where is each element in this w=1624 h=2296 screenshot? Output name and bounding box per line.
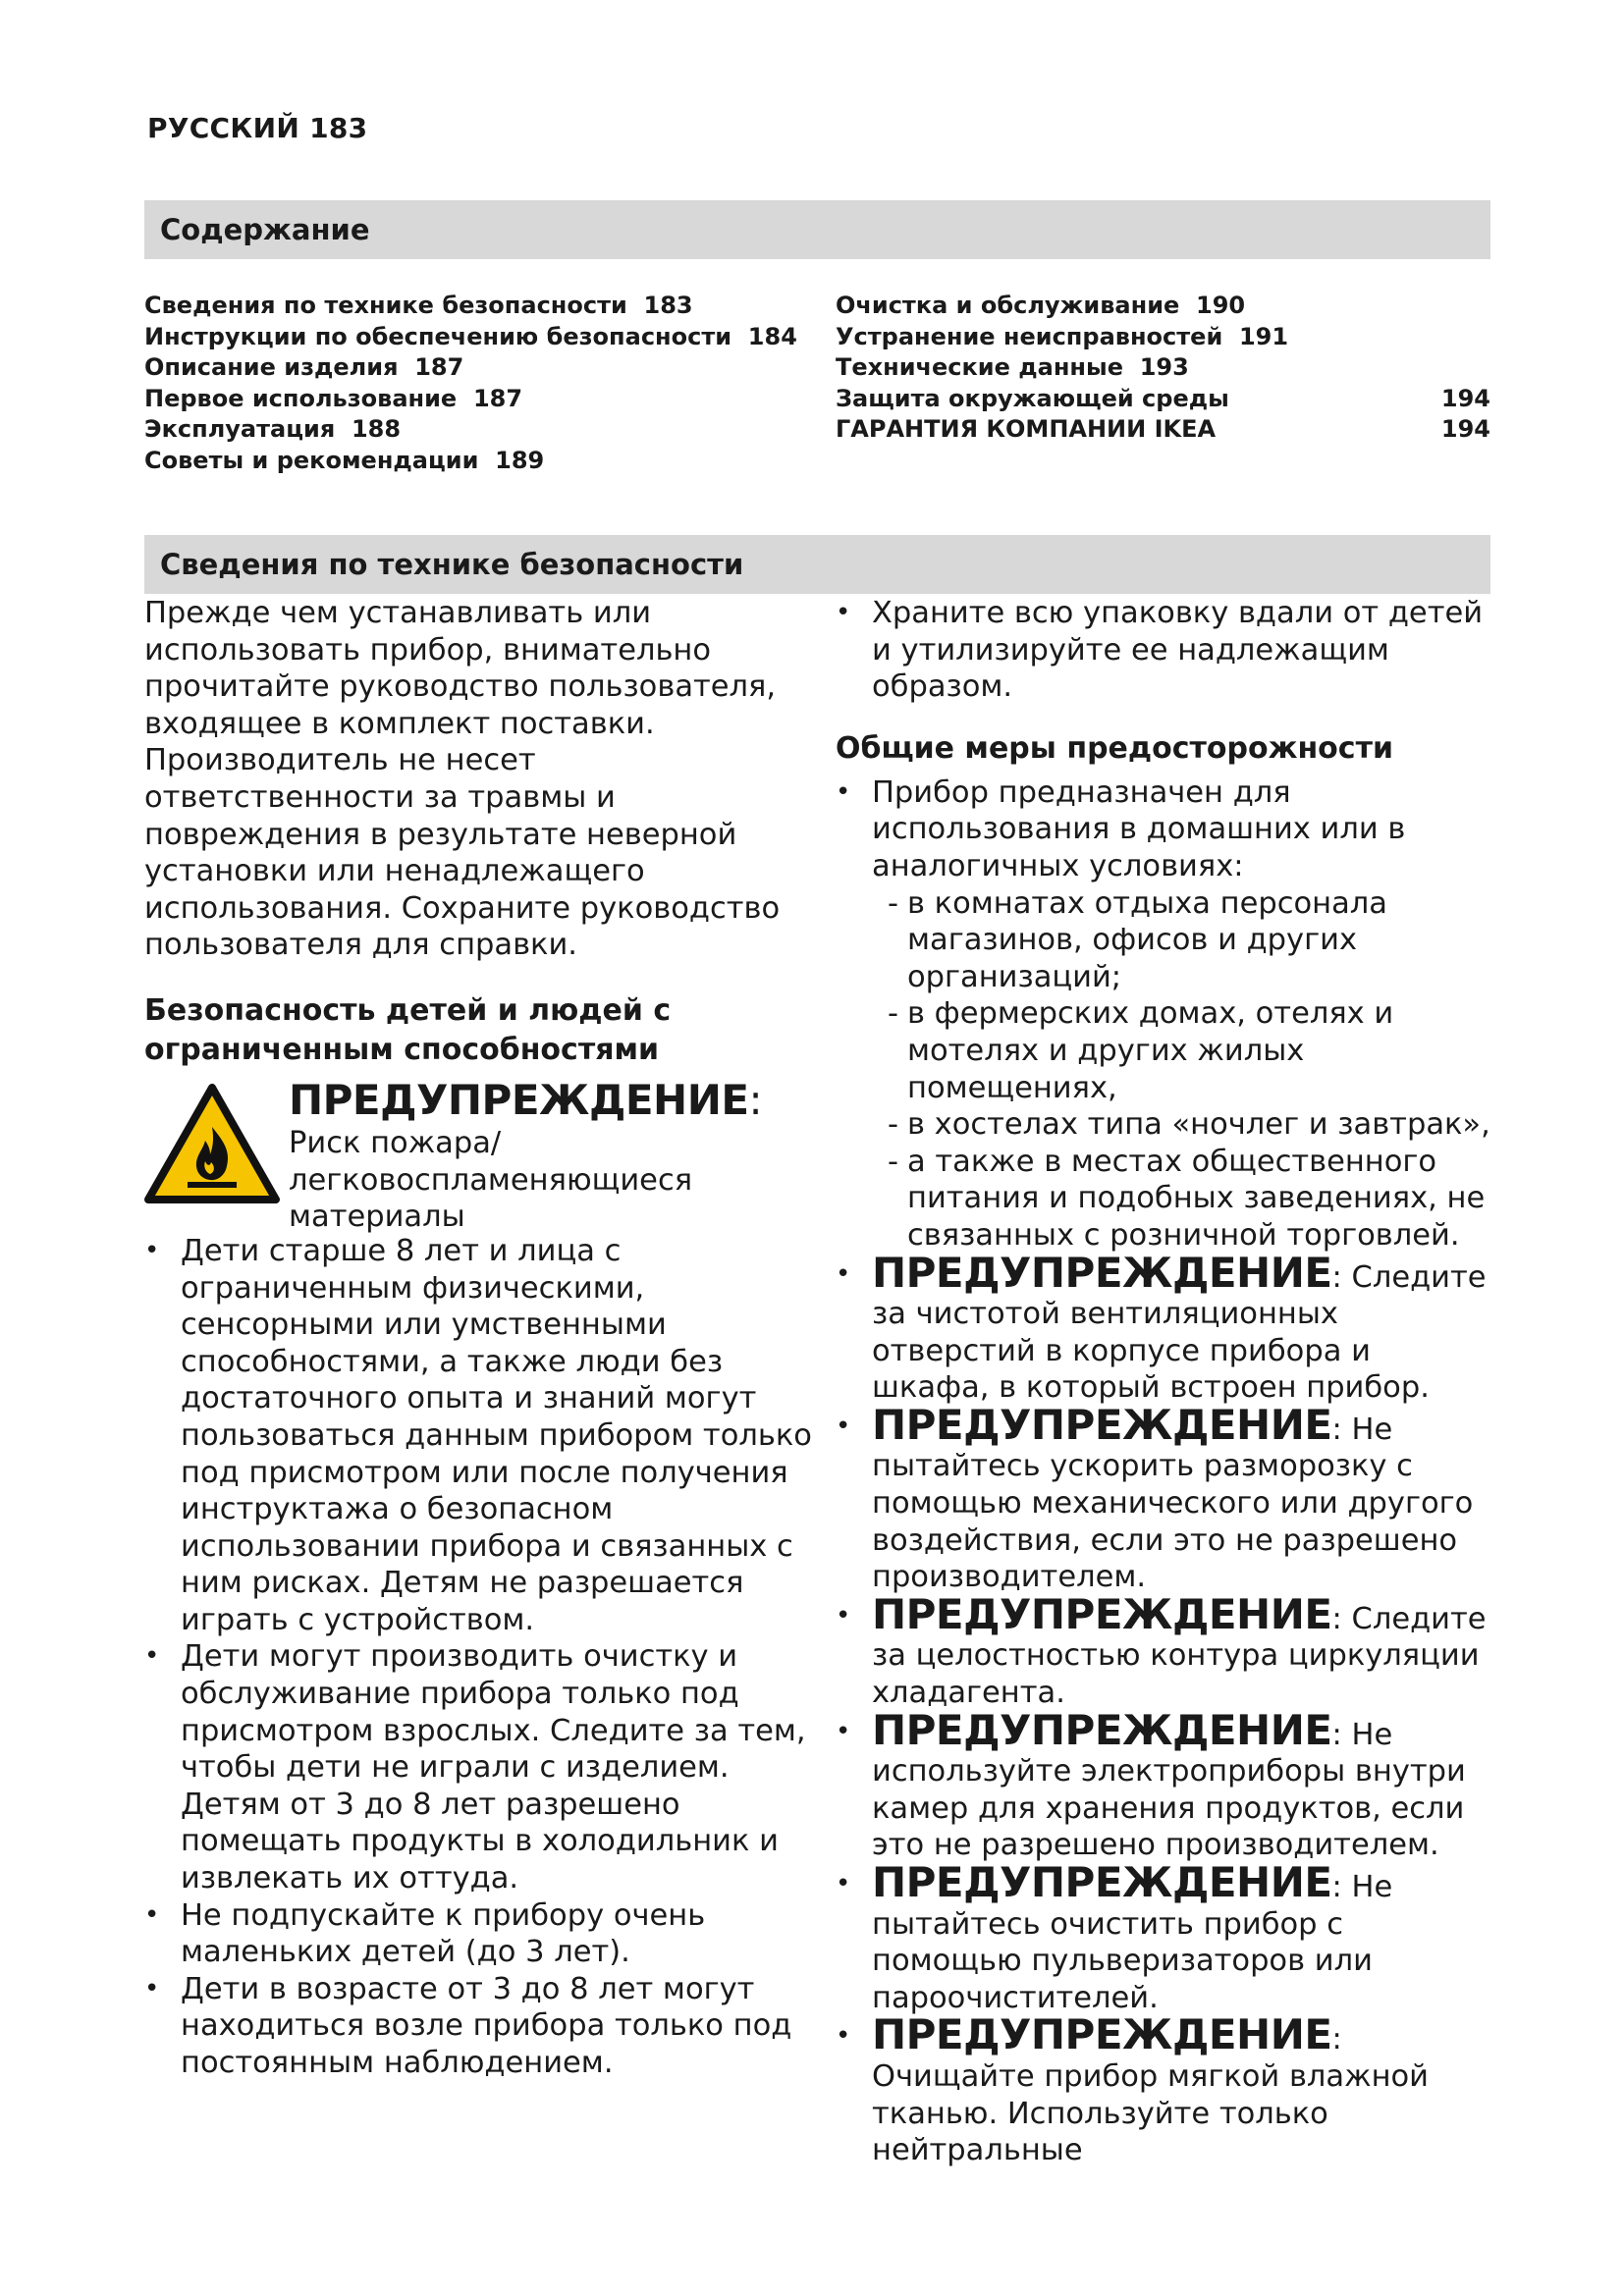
toc-item[interactable]: Устранение неисправностей 191 (836, 322, 1289, 350)
warning-item: • ПРЕДУПРЕЖДЕНИЕ: Следите за чистотой вентиляционных отверстий в корпусе прибора и шкафа, в который встроен прибор. (836, 1255, 1490, 1407)
intro-paragraph: Прежде чем устанавливать или использовать прибор, внимательно прочитайте руководство пользователя, входящее в комплект поставки. (144, 596, 777, 741)
safety-title: Сведения по технике безопасности (160, 548, 744, 581)
toc-title: Содержание (160, 213, 370, 246)
intro-paragraph: Производитель не несет ответственности за травмы и повреждения в результате неверной установки или ненадлежащего использования. Сохраните руководство пользователя для справки. (144, 743, 781, 963)
page-header: РУССКИЙ 183 (147, 112, 368, 144)
left-column (144, 595, 812, 2082)
dash-item: - в хостелах типа «ночлег и завтрак», (836, 1106, 1490, 1144)
toc-item[interactable]: ГАРАНТИЯ КОМПАНИИ IKEA 194 (836, 415, 1490, 443)
toc-item[interactable]: Первое использование 187 (144, 384, 523, 412)
warning-item: • ПРЕДУПРЕЖДЕНИЕ: Не пытайтесь очистить прибор с помощью пульверизаторов или пароочистителей. (836, 1864, 1490, 2016)
list-item: • Дети в возрасте от 3 до 8 лет могут находиться возле прибора только под постоянным наблюдением. (144, 1971, 812, 2082)
fire-warning-block (144, 1076, 812, 1233)
toc-right-column (836, 291, 1490, 446)
warning-title: ПРЕДУПРЕЖДЕНИЕ: (289, 1075, 763, 1124)
list-item: • Прибор предназначен для использования в домашних или в аналогичных условиях: (836, 774, 1490, 885)
warning-item: • ПРЕДУПРЕЖДЕНИЕ: Очищайте прибор мягкой влажной тканью. Используйте только нейтральные (836, 2016, 1490, 2168)
toc-item[interactable]: Эксплуатация 188 (144, 415, 402, 443)
warning-item: • ПРЕДУПРЕЖДЕНИЕ: Следите за целостностью контура циркуляции хладагента. (836, 1596, 1490, 1712)
warning-item: • ПРЕДУПРЕЖДЕНИЕ: Не используйте электроприборы внутри камер для хранения продуктов, если это не разрешено производителем. (836, 1712, 1490, 1864)
toc-item[interactable]: Защита окружающей среды 194 (836, 384, 1490, 412)
dash-item: - в комнатах отдыха персонала магазинов, офисов и других организаций; (836, 885, 1490, 996)
toc-left-column (144, 291, 812, 476)
warning-item: • ПРЕДУПРЕЖДЕНИЕ: Не пытайтесь ускорить разморозку с помощью механического или другого воздействия, если это не разрешено производителем. (836, 1407, 1490, 1596)
right-column (836, 595, 1490, 2169)
flammable-warning-icon (144, 1084, 280, 1205)
toc-item[interactable]: Сведения по технике безопасности 183 (144, 292, 693, 319)
list-item: • Не подпускайте к прибору очень маленьких детей (до 3 лет). (144, 1897, 812, 1971)
fire-warning-text (289, 1076, 819, 1236)
dash-item: - а также в местах общественного питания и подобных заведениях, не связанных с розничной торговлей. (836, 1144, 1490, 1255)
toc-item[interactable]: Советы и рекомендации 189 (144, 446, 545, 474)
toc-item[interactable]: Инструкции по обеспечению безопасности 184 (144, 322, 797, 350)
list-item: • Дети старше 8 лет и лица с ограниченным физическими, сенсорными или умственными способностями, а также люди без достаточного опыта и знаний могут пользоваться данным прибором только под присмотром или после получения инструктажа о безопасном использовании прибора и связанных с ним рисках. Детям не разрешается играть с устройством. (144, 1233, 812, 1639)
list-item: • Дети могут производить очистку и обслуживание прибора только под присмотром взрослых. Следите за тем, чтобы дети не играли с изделием. Детям от 3 до 8 лет разрешено помещать продукты в холодильник и извлекать их оттуда. (144, 1638, 812, 1896)
children-heading: Безопасность детей и людей с ограниченным способностями (144, 992, 672, 1067)
fire-risk-text: Риск пожара/ легковоспламеняющиеся материалы (289, 1125, 693, 1235)
toc-item[interactable]: Технические данные 193 (836, 353, 1189, 381)
toc-heading-bar (144, 200, 1490, 259)
general-heading: Общие меры предосторожности (836, 730, 1393, 766)
dash-item: - в фермерских домах, отелях и мотелях и других жилых помещениях, (836, 995, 1490, 1106)
toc-item[interactable]: Описание изделия 187 (144, 353, 464, 381)
safety-heading-bar (144, 535, 1490, 594)
toc-item[interactable]: Очистка и обслуживание 190 (836, 292, 1246, 319)
list-item: • Храните всю упаковку вдали от детей и утилизируйте ее надлежащим образом. (836, 595, 1490, 706)
